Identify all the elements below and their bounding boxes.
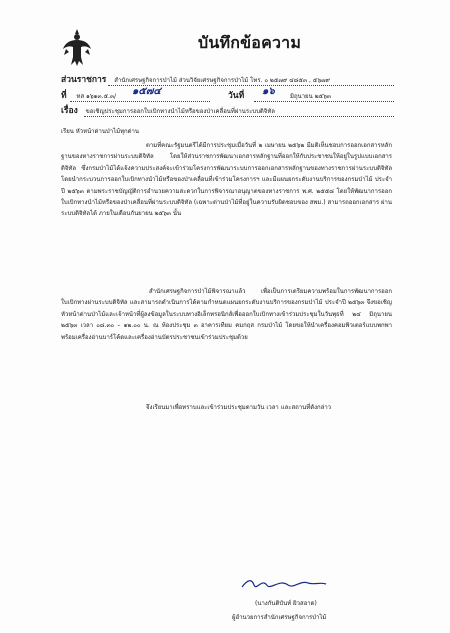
subject-dotline <box>84 116 394 117</box>
date-day-handwritten: ๑๖ <box>262 86 275 97</box>
department-label: ส่วนราชการ <box>61 75 107 85</box>
handwritten-signature <box>238 577 328 591</box>
reference-dotline <box>70 101 210 102</box>
body-paragraph-3 <box>61 402 392 413</box>
paragraph-1-text: ตามที่คณะรัฐมนตรีได้มีการประชุมเมื่อวันที่ ๒ เมษายน ๒๕๖๒ มีมติเห็นชอบการออกเอกสารหลักฐานของทางราชการผ่านระบบดิจิทัล โดยให้ส่วนราชการพัฒนาเอกสารหลักฐานที่ออกให้กับประชาชนให้อยู่ในรูปแบบเอกสารดิจิทัล ซึ่งกรมป่าไม้ได้แจ้งความประสงค์จะเข้าร่วมโครงการพัฒนาระบบการออกเอกสารหลักฐานของทางราชการผ่านระบบดิจิทัล โดยนำกระบวนการออกใบเบิกทางนำไม้หรือของป่าเคลื่อนที่เข้าร่วมโครงการฯ และมีแผนยกระดับงานบริการของกรมป่าไม้ ประจำปี ๒๕๖๓ ตามพระราชบัญญัติการอำนวยความสะดวกในการพิจารณาอนุญาตของทางราชการ พ.ศ. ๒๕๕๘ โดยให้พัฒนาการออกใบเบิกทางนำไม้หรือของป่าเคลื่อนที่ผ่านระบบดิจิทัล (เฉพาะด่านป่าไม้ที่อยู่ในความรับผิดชอบของ สพม.) สามารถออกเอกสาร ผ่านระบบดิจิทัลได้ ภายในเดือนกันยายน ๒๕๖๓ นั้น <box>61 142 392 218</box>
paragraph-3-text: จึงเรียนมาเพื่อทราบและเข้าร่วมประชุมตามวัน เวลา และสถานที่ดังกล่าว <box>146 404 332 411</box>
department-row <box>61 76 330 85</box>
signer-name: (นางกันติบันท์ ผิวสอาด) <box>255 600 317 607</box>
signer-position: ผู้อำนวยการสำนักเศรษฐกิจการป่าไม้ <box>232 614 327 621</box>
date-value: มิถุนายน ๒๕๖๓ <box>290 93 331 100</box>
salutation: เรียน หัวหน้าด่านป่าไม้ทุกด่าน <box>61 128 140 135</box>
reference-number-handwritten: ๑๕๗๔ <box>132 86 162 97</box>
department-value: สำนักเศรษฐกิจการป่าไม้ ส่วนวิจัยเศรษฐกิจการป่าไม้ โทร. ๐ ๒๕๗๙ ๔๘๕๓ , ๕๖๗๙ <box>114 77 331 84</box>
memo-title: บันทึกข้อความ <box>198 33 302 52</box>
subject-label: เรื่อง <box>61 106 78 116</box>
date-label: วันที่ <box>228 91 245 101</box>
date-dotline <box>254 101 394 102</box>
garuda-emblem-icon <box>62 27 92 67</box>
body-paragraph-2 <box>61 286 392 343</box>
paragraph-2-text: สำนักเศรษฐกิจการป่าไม้พิจารณาแล้ว เพื่อเป็นการเตรียมความพร้อมในการพัฒนาการออกใบเบิกทางผ่านระบบดิจิทัล และสามารถดำเนินการได้ตามกำหนดแผนยกระดับงานบริการของกรมป่าไม้ ประจำปี ๒๕๖๓ จึงขอเชิญหัวหน้าด่านป่าไม้และเจ้าหน้าที่ผู้ลงข้อมูลในระบบทางอิเล็กทรอนิกส์เพื่อออกใบเบิกทางเข้าร่วมประชุมในวันพุธที่ ๒๔ มิถุนายน ๒๕๖๓ เวลา ๐๘.๓๐ – ๑๒.๐๐ น. ณ ห้องประชุม ๓ อาคารเทียม คมกฤส กรมป่าไม้ โดยขอให้นำเครื่องคอมพิวเตอร์แบบพกพา พร้อมเครื่องอ่านบาร์โค้ดและเครื่องอ่านบัตรประชาชนเข้าร่วมประชุมด้วย <box>61 288 392 341</box>
subject-value: ขอเชิญประชุมการออกใบเบิกทางนำไม้หรือของป่าเคลื่อนที่ผ่านระบบดิจิทัล <box>85 108 275 115</box>
reference-row <box>61 92 116 101</box>
date-row <box>228 92 244 101</box>
body-paragraph-1 <box>61 140 392 220</box>
reference-label: ที่ <box>61 91 67 101</box>
subject-row <box>61 107 275 116</box>
reference-value: ทส ๑๖๑๓.๕.๓/ <box>76 93 117 100</box>
